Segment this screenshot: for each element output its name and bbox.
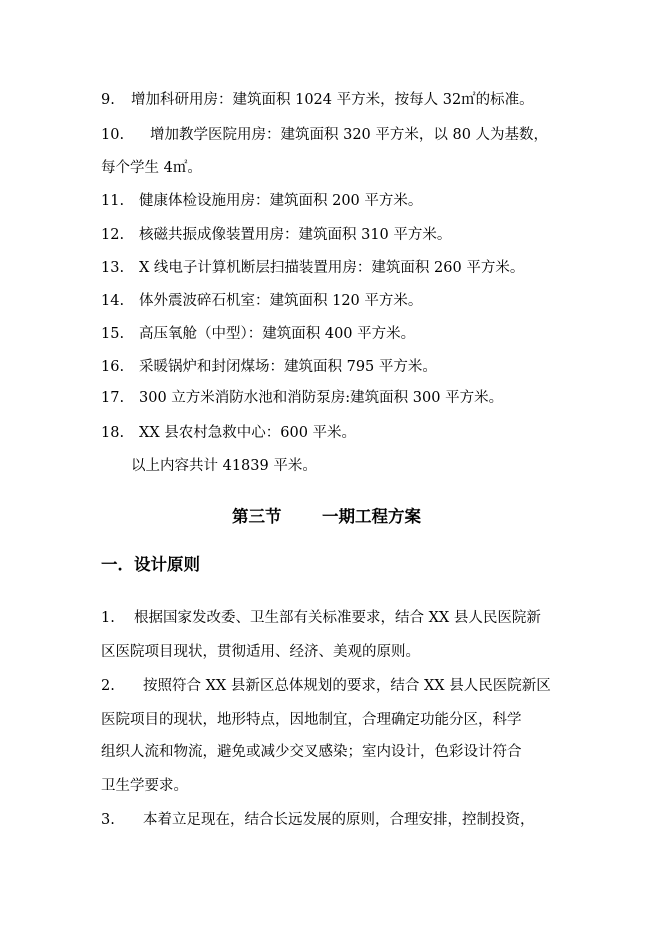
section-title-number: 第三节 <box>232 507 282 526</box>
paragraph-text: 卫生学要求。 <box>101 778 188 794</box>
section-title: 一期工程方案 <box>322 507 421 526</box>
list-item <box>101 389 503 407</box>
list-text: 健康体检设施用房：建筑面积 200 平方米。 <box>139 193 423 209</box>
paragraph-line <box>101 811 535 829</box>
list-text: 核磁共振成像装置用房：建筑面积 310 平方米。 <box>139 227 452 243</box>
list-text: 增加科研用房：建筑面积 1024 平方米，按每人 32㎡的标准。 <box>131 92 534 108</box>
list-item <box>101 126 548 144</box>
paragraph-text: 区医院项目现状，贯彻适用、经济、美观的原则。 <box>101 644 420 660</box>
list-text: 300 立方米消防水池和消防泵房:建筑面积 300 平方米。 <box>139 390 504 406</box>
list-number: 18. <box>101 425 125 441</box>
paragraph-text: 医院项目的现状，地形特点，因地制宜，合理确定功能分区，科学 <box>101 712 522 728</box>
paragraph-number: 1. <box>101 610 115 626</box>
list-item <box>101 226 451 244</box>
paragraph-line <box>101 643 420 661</box>
list-text: 增加教学医院用房：建筑面积 320 平方米，以 80 人为基数， <box>150 127 549 143</box>
paragraph-line <box>101 711 522 729</box>
paragraph-number: 2. <box>101 678 115 694</box>
list-text: 高压氧舱（中型）：建筑面积 400 平方米。 <box>139 326 416 342</box>
paragraph-line <box>101 609 541 627</box>
paragraph-line <box>101 677 551 695</box>
list-item <box>101 292 422 310</box>
paragraph-text: 本着立足现在，结合长远发展的原则，合理安排，控制投资， <box>143 812 535 828</box>
list-item <box>101 358 437 376</box>
list-item <box>101 192 422 210</box>
list-number: 13. <box>101 260 125 276</box>
list-number: 16. <box>101 359 125 375</box>
subsection-title: 一．设计原则 <box>101 555 200 574</box>
list-text: 每个学生 4㎡。 <box>101 160 202 176</box>
list-item <box>101 159 202 177</box>
list-text: 采暖锅炉和封闭煤场：建筑面积 795 平方米。 <box>139 359 437 375</box>
list-text: 体外震波碎石机室：建筑面积 120 平方米。 <box>139 293 423 309</box>
list-item <box>101 424 356 442</box>
list-number: 9. <box>101 92 115 108</box>
list-text: XX 县农村急救中心：600 平米。 <box>139 425 357 441</box>
list-number: 11. <box>101 193 125 209</box>
list-text: X 线电子计算机断层扫描装置用房：建筑面积 260 平方米。 <box>139 260 525 276</box>
paragraph-text: 按照符合 XX 县新区总体规划的要求，结合 XX 县人民医院新区 <box>143 678 551 694</box>
list-item <box>101 91 534 109</box>
list-number: 15. <box>101 326 125 342</box>
list-number: 14. <box>101 293 125 309</box>
total-summary: 以上内容共计 41839 平米。 <box>131 458 317 474</box>
paragraph-line <box>101 777 188 795</box>
list-item <box>101 259 524 277</box>
list-item <box>101 325 415 343</box>
paragraph-text: 根据国家发改委、卫生部有关标准要求，结合 XX 县人民医院新 <box>134 610 541 626</box>
list-number: 10. <box>101 127 125 143</box>
paragraph-number: 3. <box>101 812 115 828</box>
paragraph-line <box>101 743 522 761</box>
paragraph-text: 组织人流和物流，避免或减少交叉感染；室内设计，色彩设计符合 <box>101 744 522 760</box>
list-number: 12. <box>101 227 125 243</box>
list-number: 17. <box>101 390 125 406</box>
